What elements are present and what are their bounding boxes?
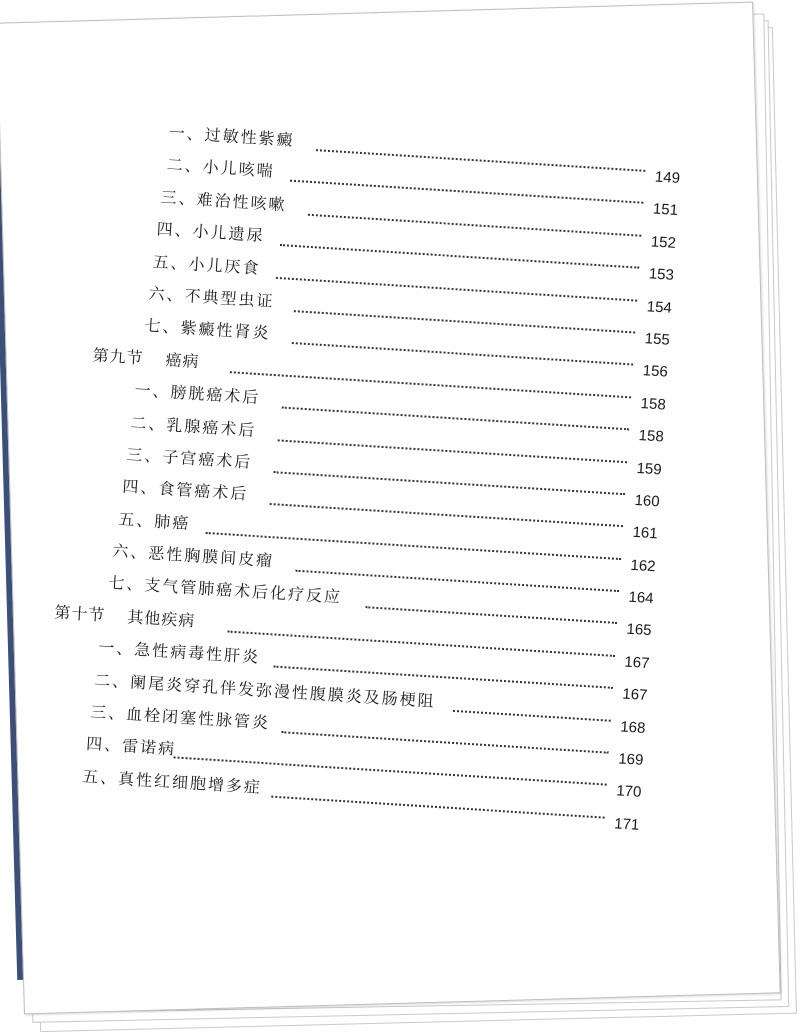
- toc-page-number: 156: [642, 362, 669, 382]
- toc-page-number: 151: [652, 200, 679, 220]
- toc-page-number: 167: [621, 685, 648, 705]
- toc-page-number: 169: [617, 750, 644, 769]
- toc-entry-title: 四、雷诺病: [85, 734, 177, 759]
- toc-page-number: 167: [623, 653, 650, 672]
- toc-page-number: 155: [644, 330, 671, 349]
- toc-entry-title: 六、恶性胸膜间皮瘤: [111, 541, 275, 571]
- toc-entry-title: 三、血栓闭塞性脉管炎: [89, 702, 271, 733]
- section-number: 第九节: [92, 345, 145, 368]
- toc-entry-title: 二、小儿咳喘: [166, 155, 276, 181]
- toc-page-number: 165: [625, 621, 653, 640]
- toc-page-number: 171: [613, 815, 640, 834]
- toc-entry-title: 四、食管癌术后: [121, 476, 249, 504]
- toc-page-number: 161: [632, 524, 659, 543]
- toc-entry-title: 七、紫癜性肾炎: [144, 316, 271, 343]
- toc-entry-title: 三、子宫癌术后: [125, 444, 253, 472]
- toc-page-number: 160: [634, 491, 661, 511]
- toc-entry-title: 五、肺癌: [117, 509, 191, 533]
- toc-entry-title: 三、难治性咳嗽: [160, 187, 288, 215]
- toc-entry-title: 一、膀胱癌术后: [133, 380, 261, 408]
- section-number: 第十节: [53, 602, 106, 625]
- toc-entry-title: 二、阑尾炎穿孔伴发弥漫性腹膜炎及肠梗阻: [93, 669, 437, 711]
- toc-entry-title: 一、过敏性紫癜: [168, 122, 296, 150]
- section-name: 癌病: [164, 349, 201, 371]
- toc-page-number: 149: [654, 168, 681, 188]
- toc-entry-title: 二、乳腺癌术后: [129, 412, 257, 440]
- toc-page-number: 158: [640, 394, 667, 414]
- table-of-contents: [17, 110, 698, 834]
- toc-entry-title: 六、不典型虫证: [148, 283, 276, 311]
- toc-entry-title: 一、急性病毒性肝炎: [97, 637, 261, 667]
- toc-page-number: 164: [627, 588, 655, 608]
- toc-page-number: 162: [630, 556, 657, 575]
- toc-entry-title: 五、小儿厌食: [152, 251, 262, 278]
- toc-page-number: 153: [648, 265, 675, 285]
- toc-page-number: 158: [638, 427, 665, 446]
- toc-page-number: 159: [636, 459, 663, 478]
- section-name: 其他疾病: [126, 607, 196, 631]
- toc-entry-title: 七、支气管肺癌术后化疗反应: [107, 573, 343, 608]
- toc-entry-title: 四、小儿遗尿: [156, 219, 266, 246]
- toc-page-number: 170: [615, 782, 642, 802]
- toc-page-number: 168: [619, 718, 646, 737]
- toc-page-number: 152: [650, 233, 677, 252]
- toc-page-number: 154: [646, 297, 673, 317]
- toc-entry-title: 五、真性红细胞增多症: [81, 766, 263, 797]
